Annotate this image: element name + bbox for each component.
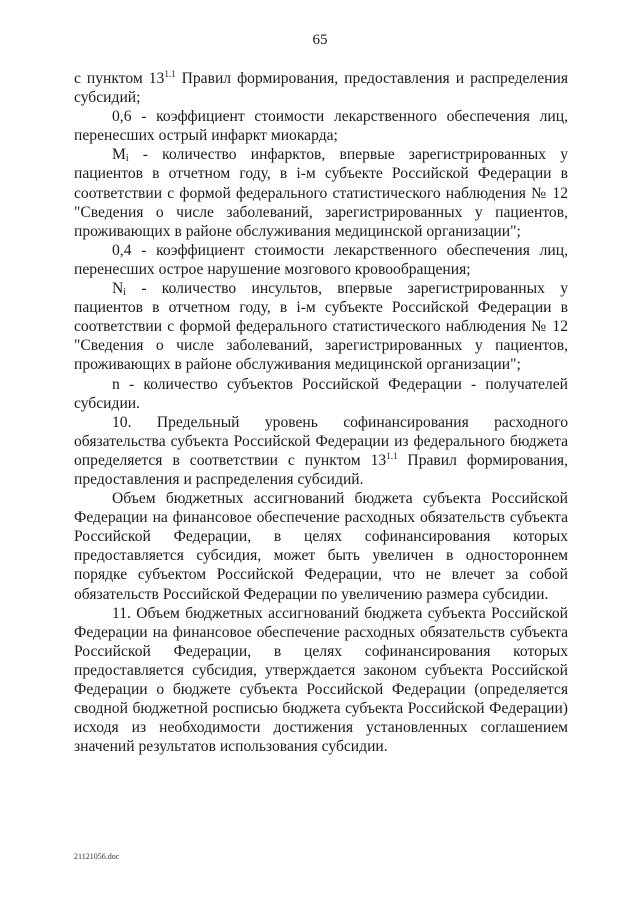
paragraph-infarct-count — [74, 145, 568, 240]
document-body — [74, 69, 568, 756]
subscript: i — [123, 287, 127, 299]
text-segment: Правил формирования, предоставления и распределения субсидий. — [74, 451, 568, 488]
text-segment: - количество инфарктов, впервые зарегистрированных у пациентов в отчетном году, в i-м субъекте Российской Федерации в соответствии с формой федерального статистического наблюдения № 12 "Сведения о числе заболеваний, зарегистрированных у пациентов, проживающих в районе обслуживания медицинской организации"; — [74, 146, 568, 240]
text-segment: Правил формирования, предоставления и распределения субсидий; — [74, 70, 568, 107]
paragraph-item-11: 11. Объем бюджетных ассигнований бюджета субъекта Российской Федерации на финансовое обеспечение расходных обязательств субъекта Российской Федерации, в целях софинансирования которых предоставляется субсидия, утверждается законом субъекта Российской Федерации о бюджете субъекта Российской Федерации (определяется сводной бюджетной росписью бюджета субъекта Российской Федерации) исходя из необходимости достижения установленных соглашением значений результатов использования субсидии. — [74, 604, 568, 756]
paragraph-coefficient-infarct: 0,6 - коэффициент стоимости лекарственного обеспечения лиц, перенесших острый инфаркт миокарда; — [74, 108, 568, 145]
paragraph-coefficient-stroke: 0,4 - коэффициент стоимости лекарственного обеспечения лиц, перенесших острое нарушение мозгового кровообращения; — [74, 241, 568, 278]
paragraph-budget-increase: Объем бюджетных ассигнований бюджета субъекта Российской Федерации на финансовое обеспечение расходных обязательств субъекта Российской Федерации, в целях софинансирования которых предоставляется субсидия, может быть увеличен в одностороннем порядке субъектом Российской Федерации, что не влечет за собой обязательств Российской Федерации по увеличению размера субсидии. — [74, 490, 568, 603]
text-segment: 10. Предельный уровень софинансирования расходного обязательства субъекта Российской Федерации из федерального бюджета определяется в соответствии с пунктом 13 — [74, 413, 568, 469]
text-segment: с пунктом 13 — [74, 70, 165, 87]
text-segment: - количество инсультов, впервые зарегистрированных у пациентов в отчетном году, в i-м субъекте Российской Федерации в соответствии с формой федерального статистического наблюдения № 12 "Сведения о числе заболеваний, зарегистрированных у пациентов, проживающих в районе обслуживания медицинской организации"; — [74, 280, 568, 374]
page-number: 65 — [312, 32, 328, 48]
paragraph-item-10 — [74, 413, 568, 489]
variable-symbol: N — [112, 280, 124, 298]
paragraph-stroke-count — [74, 279, 568, 374]
file-name-footer: 21121056.doc — [74, 852, 120, 861]
variable-symbol: M — [112, 146, 126, 164]
subscript: i — [125, 153, 129, 165]
paragraph-subjects-count: n - количество субъектов Российской Федерации - получателей субсидии. — [74, 375, 568, 412]
paragraph-subsidy-rules-continuation — [74, 69, 568, 107]
superscript: 1.1 — [164, 69, 176, 79]
superscript: 1.1 — [386, 450, 398, 461]
